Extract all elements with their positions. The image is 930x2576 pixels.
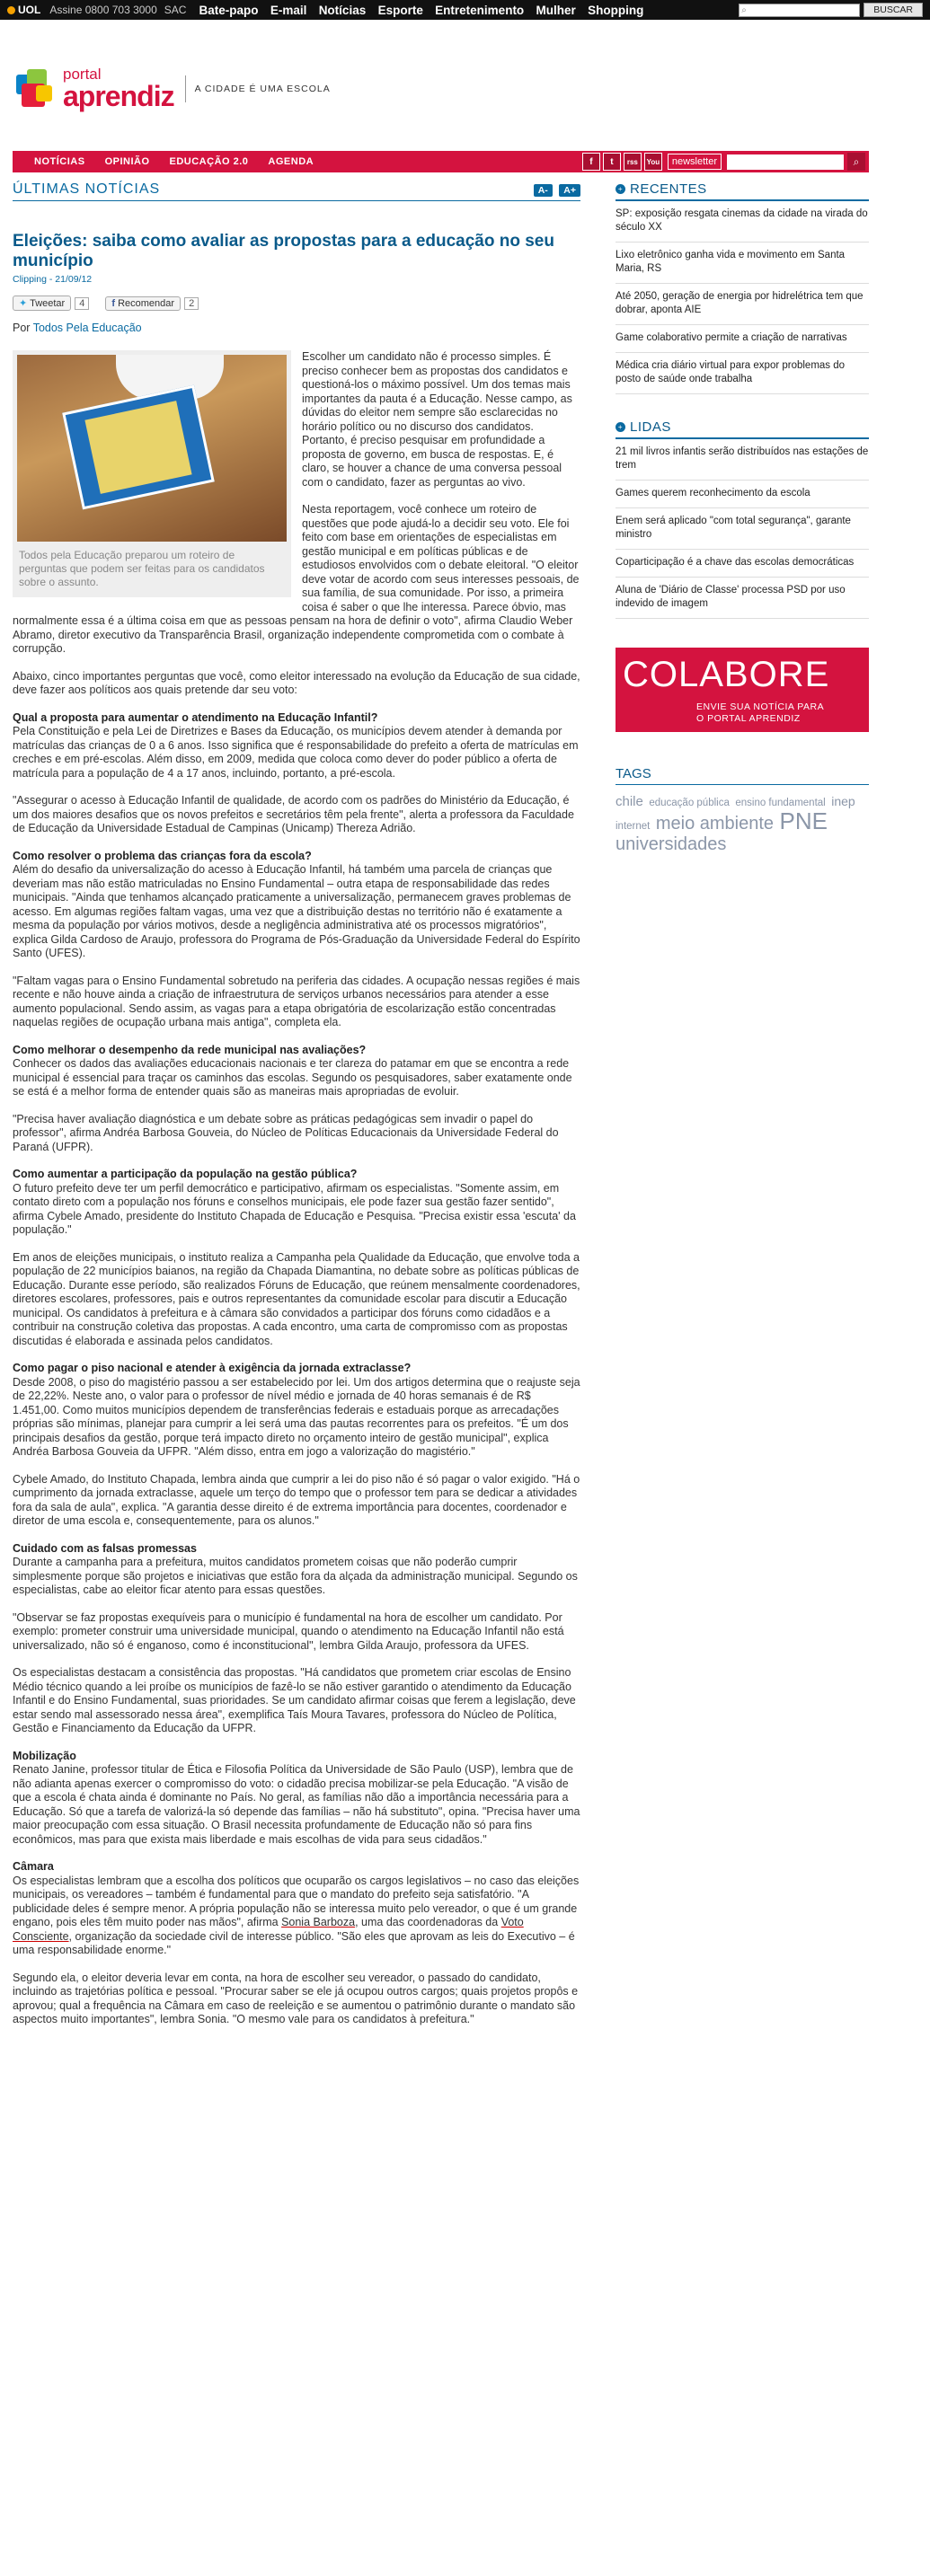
lidas-list: [616, 439, 869, 619]
uol-search-button[interactable]: BUSCAR: [864, 3, 923, 17]
logo-aprendiz-text: aprendiz: [63, 80, 174, 112]
list-item[interactable]: Lixo eletrônico ganha vida e movimento em Santa Maria, RS: [616, 243, 869, 284]
paragraph: Escolher um candidato não é processo simples. É preciso conhecer bem as propostas dos candidatos e questioná-los o máximo possível. Um dos temas mais importantes da pauta é a Educação. Nesse campo, as dúvidas do eleitor nem sempre são esclarecidas no horário político ou no discurso dos candidatos. Portanto, é preciso pesquisar em profundidade a proposta de governo, em busca de respostas. E, é claro, se houver a chance de uma conversa pessoal com o candidato, fazer as perguntas ao vivo.: [302, 350, 572, 489]
article-body: [13, 350, 580, 2027]
paragraph: Desde 2008, o piso do magistério passou a ser estabelecido por lei. Um dos artigos determina que o reajuste seja de 22,22%. Neste ano, o valor para o professor de nível médio e jornada de 40 horas semanais é de R$ 1.451,00. Como muitos municípios dependem de transferências federais e estaduais porque as arrecadações próprias são mínimas, planejar para cumprir a lei será uma das pautas recorrentes para os prefeitos. "É um dos principais desafios da gestão, porque terá impacto direto no orçamento inteiro de gestão municipal", explica Andréa Barbosa Gouveia da UFPR. "Além disso, entra em jogo a valorização do magistério.": [13, 1375, 580, 1458]
nav-noticias[interactable]: Notícias: [318, 3, 367, 17]
tweet-button[interactable]: ✦ Tweetar: [13, 296, 71, 311]
article-title: Eleições: saiba como avaliar as propostas para a educação no seu município: [13, 232, 554, 270]
subheading: Como aumentar a participação da população na gestão pública?: [13, 1168, 358, 1180]
paragraph: Cybele Amado, do Instituto Chapada, lembra ainda que cumprir a lei do piso não é só pagar o valor exigido. "Há o cumprimento da jornada extraclasse, aquele um terço do tempo que o professor tem para se dedicar a atividades fora da sala de aula", explica. "A garantia desse direito é de extrema importância para docentes, coordenador e diretor de uma escola e, consequentemente, para os alunos.": [13, 1472, 580, 1527]
tag-link[interactable]: internet: [616, 821, 651, 832]
list-item[interactable]: Game colaborativo permite a criação de narrativas: [616, 325, 869, 353]
logo-portal-text: portal: [63, 66, 102, 83]
paragraph: Em anos de eleições municipais, o instituto realiza a Campanha pela Qualidade da Educação, que envolve toda a população de 22 municípios baianos, na região da Chapada Diamantina, no debate sobre as políticas públicas de Educação. Durante esse período, são realizados Fóruns de Educação, que reúnem mensalmente coordenadores, diretores escolares, professores, pais e outros representantes da comunidade escolar para discutir a Educação municipal. Os candidatos à prefeitura e à câmara são convidados a participar dos fóruns como cidadãos e a contribuir na construção coletiva das propostas. A cada encontro, uma carta de compromisso com as propostas discutidas é elaborada e assinada pelos candidatos.: [13, 1250, 580, 1347]
article-figure: [13, 350, 291, 597]
colabore-title: COLABORE: [623, 655, 830, 694]
uol-dot-icon: [7, 6, 15, 14]
tag-link[interactable]: inep: [831, 794, 855, 808]
sonia-barboza-link[interactable]: Sonia Barboza: [281, 1916, 356, 1928]
author-link[interactable]: Todos Pela Educação: [32, 322, 142, 334]
paragraph: Durante a campanha para a prefeitura, muitos candidatos prometem coisas que não poderão cumprir simplesmente porque são projetos e iniciativas que estão fora da alçada da administração municipal. Segundo os especialistas, cabe ao eleitor ficar atento para essas questões.: [13, 1556, 578, 1596]
recentes-heading: + RECENTES: [616, 181, 869, 201]
uol-logo[interactable]: UOL: [7, 4, 40, 16]
uol-nav: [199, 4, 652, 17]
twitter-bird-icon: ✦: [19, 298, 28, 309]
share-bar: [13, 296, 580, 311]
site-header: [0, 20, 930, 168]
nav-tab-educacao[interactable]: EDUCAÇÃO 2.0: [169, 156, 249, 167]
plus-icon: +: [616, 184, 625, 194]
tag-link[interactable]: PNE: [779, 807, 828, 834]
main-nav: [13, 151, 869, 172]
main-column: [13, 181, 580, 2041]
list-item[interactable]: Enem será aplicado "com total segurança", garante ministro: [616, 508, 869, 550]
paragraph: Conhecer os dados das avaliações educacionais nacionais e ter clareza do patamar em que se encontra a rede municipal é essencial para traçar os caminhos das escolas. Segundo os pesquisadores, saber exatamente onde se está é a melhor forma de entender quais são as maneiras mais apropriadas de evoluir.: [13, 1057, 572, 1098]
subheading: Câmara: [13, 1860, 54, 1873]
tag-link[interactable]: ensino fundamental: [735, 798, 826, 808]
colabore-banner[interactable]: [616, 648, 869, 732]
recommend-button[interactable]: f Recomendar: [105, 296, 181, 311]
tags-heading: TAGS: [616, 766, 869, 785]
tag-link[interactable]: universidades: [616, 834, 727, 854]
nav-tab-agenda[interactable]: AGENDA: [268, 156, 314, 167]
uol-topbar: [0, 0, 930, 20]
facebook-icon[interactable]: f: [582, 153, 600, 171]
portal-aprendiz-logo[interactable]: [16, 66, 331, 110]
nav-esporte[interactable]: Esporte: [377, 3, 423, 17]
tweet-count: 4: [75, 297, 89, 310]
logo-mark-icon: [16, 69, 56, 109]
colabore-subtitle: ENVIE SUA NOTÍCIA PARA: [696, 701, 825, 712]
list-item[interactable]: Até 2050, geração de energia por hidrelétrica tem que dobrar, aponta AIE: [616, 284, 869, 325]
subheading: Como pagar o piso nacional e atender à exigência da jornada extraclasse?: [13, 1362, 412, 1374]
nav-entretenimento[interactable]: Entretenimento: [435, 3, 525, 17]
article-meta: Clipping - 21/09/12: [13, 274, 93, 285]
nav-email[interactable]: E-mail: [270, 3, 307, 17]
subheading: Como melhorar o desempenho da rede municipal nas avaliações?: [13, 1043, 367, 1056]
tagline: A CIDADE É UMA ESCOLA: [185, 75, 331, 102]
uol-search-input[interactable]: [739, 4, 860, 17]
tag-link[interactable]: chile: [616, 794, 643, 809]
paragraph: "Precisa haver avaliação diagnóstica e um debate sobre as práticas pedagógicas sem invadir o papel do professor", afirma Andréa Barbosa Gouveia, do Núcleo de Políticas Educacionais da Universidade Federal do Paraná (UFPR).: [13, 1112, 559, 1153]
recentes-list: [616, 201, 869, 394]
paragraph: O futuro prefeito deve ter um perfil democrático e participativo, afirmam os especialistas. "Somente assim, em contato direto com a população nos fóruns e conselhos municipais, ele pode fazer sua gestão fazer sentido", afirma Cybele Amado, presidente do Instituto Chapada de Educação e Pesquisa. "Precisa existir essa 'escuta' da população.": [13, 1181, 576, 1236]
voto-consciente-link[interactable]: Voto Consciente: [13, 1916, 524, 1943]
paragraph: Além do desafio da universalização do acesso à Educação Infantil, há também uma parcela de crianças que deveriam mas não estão matriculadas no Ensino Fundamental – outra etapa de responsabilidade das redes municipais. "Ainda que tenhamos alcançado praticamente a universalização, permanecem graves problemas de acesso. Em algumas regiões faltam vagas, uma vez que a distribuição destas no território não é exatamente a mesma da população por vários motivos, desde a negligência administrativa até os processos migratórios", explica Gilda Cardoso de Araujo, professora do Programa de Pós-Graduação da Universidade Federal do Espírito Santo (UFES).: [13, 863, 580, 959]
youtube-icon[interactable]: You: [644, 153, 662, 171]
paragraph: Abaixo, cinco importantes perguntas que você, como eleitor interessado na evolução da Educação de sua cidade, deve fazer aos políticos aos quais pretende dar seu voto:: [13, 669, 580, 696]
list-item[interactable]: SP: exposição resgata cinemas da cidade na virada do século XX: [616, 201, 869, 243]
subheading: Mobilização: [13, 1749, 76, 1762]
nav-tab-opiniao[interactable]: OPINIÃO: [104, 156, 150, 167]
subheading: Qual a proposta para aumentar o atendimento na Educação Infantil?: [13, 710, 378, 724]
paragraph: Renato Janine, professor titular de Ética e Filosofia Política da Universidade de São Paulo (USP), lembra que de não adianta apenas exercer o compromisso do voto: o cidadão precisa mobilizar-se pela Educação. "A visão de que a escola é chata ainda é dominante no País. No geral, as famílias não dão a importância necessária para a Educação. Só que a tarefa de valorizá-la só depende das famílias – não há substituto", opina. "Precisa haver uma maior preocupação com essa situação. O Brasil necessita profundamente de Educação não só para fins econômicos, mas para que exista mais liberdade e mais escolhas de vida para seus cidadãos.": [13, 1763, 580, 1846]
facebook-icon: f: [111, 297, 116, 309]
colabore-subtitle: O PORTAL APRENDIZ: [696, 713, 801, 724]
nav-mulher[interactable]: Mulher: [536, 3, 576, 17]
paragraph: "Observar se faz propostas exequíveis para o município é fundamental na hora de escolher um candidato. Por exemplo: prometer construir uma universidade municipal, quando o atendimento na Educação Infantil não está universalizado, não só é enganoso, como é inconstitucional", lembra Gilda Araujo, professora da UFES.: [13, 1610, 564, 1652]
uol-search: [739, 3, 923, 17]
search-icon: ⌕: [741, 4, 747, 15]
paragraph: Pela Constituição e pela Lei de Diretrizes e Bases da Educação, os municípios devem atender à demanda por matrículas das crianças de 0 a 6 anos. Isso significa que é responsabilidade do prefeito a oferta de matrículas em creches e em pré-escolas. Além disso, em 2009, medida que coloca como dever do poder público a oferta de matrícula para a população de 4 a 17 anos, incluindo, portanto, a pré-escola.: [13, 725, 579, 780]
twitter-icon[interactable]: t: [603, 153, 621, 171]
nav-shopping[interactable]: Shopping: [588, 3, 644, 17]
list-item[interactable]: Aluna de 'Diário de Classe' processa PSD por uso indevido de imagem: [616, 578, 869, 619]
recommend-count: 2: [184, 297, 199, 310]
book-image: [62, 385, 215, 510]
lidas-heading: + LIDAS: [616, 419, 869, 439]
subheading: Como resolver o problema das crianças fora da escola?: [13, 849, 312, 862]
newsletter-link[interactable]: newsletter: [668, 154, 722, 170]
tag-cloud: [616, 792, 869, 855]
subheading: Cuidado com as falsas promessas: [13, 1541, 197, 1555]
plus-icon: +: [616, 422, 625, 432]
font-increase-button[interactable]: A+: [559, 184, 580, 197]
tag-link[interactable]: educação pública: [649, 798, 730, 808]
photo-caption: Todos pela Educação preparou um roteiro de perguntas que podem ser feitas para os candidatos sobre o assunto.: [19, 549, 265, 588]
nav-tab-noticias[interactable]: NOTÍCIAS: [34, 156, 85, 167]
sidebar: [616, 181, 869, 855]
list-item[interactable]: Coparticipação é a chave das escolas democráticas: [616, 550, 869, 578]
article-photo: [17, 355, 287, 542]
font-decrease-button[interactable]: A-: [534, 184, 553, 197]
list-item[interactable]: Médica cria diário virtual para expor problemas do posto de saúde onde trabalha: [616, 353, 869, 394]
paragraph: Os especialistas lembram que a escolha dos políticos que ocuparão os cargos legislativos – no caso das eleições municipais, os vereadores – também é fundamental para que o mandato do prefeito seja satisfatório. "A publicidade deles é sempre menor. A própria população não se interessa muito pelo vereador, o que é um grande engano, pois eles têm muito poder nas mãos", afirma Sonia Barboza, uma das coordenadoras da Voto Consciente, organização da sociedade civil de interesse público. "São eles que aprovam as leis do Executivo – é uma responsabilidade enorme.": [13, 1874, 580, 1956]
tag-link[interactable]: meio ambiente: [655, 814, 775, 834]
site-search-input[interactable]: [727, 154, 844, 170]
assine-link[interactable]: Assine 0800 703 3000: [49, 4, 157, 16]
list-item[interactable]: 21 mil livros infantis serão distribuídos nas estações de trem: [616, 439, 869, 481]
list-item[interactable]: Games querem reconhecimento da escola: [616, 481, 869, 508]
search-icon[interactable]: ⌕: [847, 153, 865, 171]
sac-link[interactable]: SAC: [164, 4, 187, 16]
byline: Por Todos Pela Educação: [13, 322, 142, 334]
paragraph: Segundo ela, o eleitor deveria levar em conta, na hora de escolher seu vereador, o passado do candidato, incluindo as trajetórias política e pessoal. "Procurar saber se ele já ocupou outros cargos; quais projetos propôs e aprovou; qual a frequência na Câmara em caso de reeleição e se aumentou o patrimônio durante o mandato são aspectos muito importantes", lembra Sonia. "O mesmo vale para os candidatos à prefeitura.": [13, 1971, 579, 2025]
nav-bate-papo[interactable]: Bate-papo: [199, 3, 259, 17]
paragraph: Nesta reportagem, você conhece um roteiro de questões que pode ajudá-lo a decidir seu voto. Ele foi feito com base em orientações de especialistas em gestão municipal e em políticas públicas e de estudiosos envolvidos com o debate eleitoral. "O eleitor deve votar de acordo com seus interesses pessoais, de sua família, de sua comunidade. Por isso, a primeira coisa é saber o que lhe interessa. Parece óbvio, mas normalmente essa é a última coisa em que as pessoas pensam na hora de definir o voto", afirma Claudio Weber Abramo, diretor executivo da Transparência Brasil, organização independente comprometida com o combate à corrupção.: [13, 503, 580, 655]
paragraph: "Assegurar o acesso à Educação Infantil de qualidade, de acordo com os padrões do Ministério da Educação, é um dos maiores desafios que os novos prefeitos e secretários têm pela frente", alerta a professora da Faculdade de Educação da Universidade Estadual de Campinas (Unicamp) Thereza Adrião.: [13, 794, 574, 834]
paragraph: Os especialistas destacam a consistência das propostas. "Há candidatos que prometem criar escolas de Ensino Médio técnico quando a lei proíbe os municípios de fazê-lo se não estiver garantido o atendimento da Educação Infantil e do Ensino Fundamental, suas prioridades. Se um candidato afirmar coisas que ferem a legislação, deve estar sendo mal assessorado nessa área", exemplifica Taís Moura Tavares, professora do Núcleo de Política, Gestão e Financiamento da Educação da UFPR.: [13, 1666, 576, 1734]
rss-icon[interactable]: rss: [624, 153, 642, 171]
paragraph: "Faltam vagas para o Ensino Fundamental sobretudo na periferia das cidades. A ocupação nessas regiões é mais recente e não houve ainda a criação de infraestrutura de serviços urbanos necessários para atender a esse aumento populacional. Sendo assim, as vagas para a etapa obrigatória de escolarização estão concentradas naquelas regiões de ocupação urbana mais antiga", completa ela.: [13, 974, 580, 1028]
section-title: ÚLTIMAS NOTÍCIAS: [13, 181, 161, 197]
